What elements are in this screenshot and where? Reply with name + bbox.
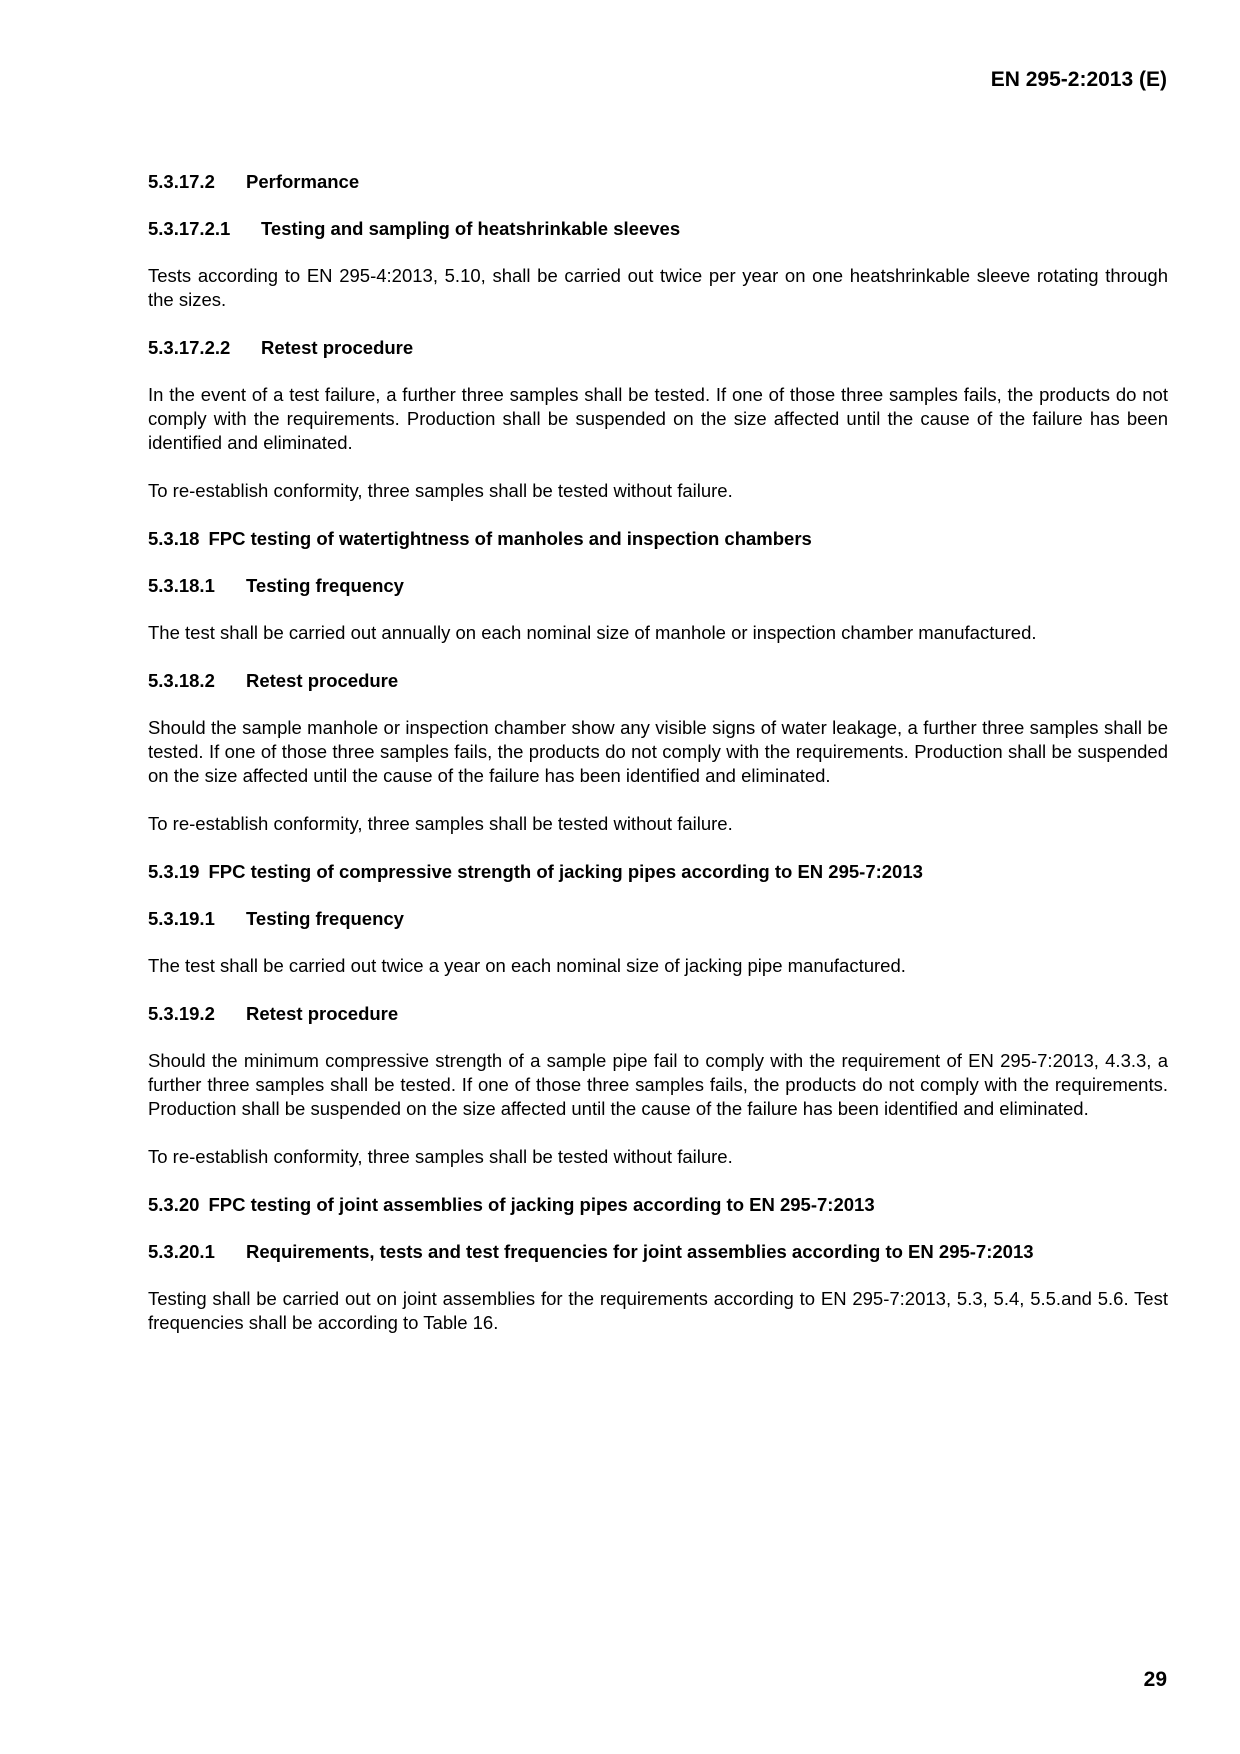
paragraph: To re-establish conformity, three samples shall be tested without failure.: [148, 480, 733, 501]
section-title: Testing frequency: [246, 908, 404, 929]
section-title: Performance: [246, 171, 360, 192]
section-title: FPC testing of joint assemblies of jacking pipes according to EN 295-7:2013: [208, 1194, 875, 1215]
section-number: 5.3.17.2.1: [148, 218, 231, 239]
section-heading: [148, 1002, 1168, 1026]
paragraph: Should the sample manhole or inspection chamber show any visible signs of water leakage, a further three samples shall be tested. If one of those three samples fails, the products do not comply with the requirements. Production shall be suspended on the size affected until the cause of the failure has been identified and eliminated.: [148, 717, 1168, 786]
section-number: 5.3.17.2: [148, 171, 215, 192]
section-heading: [148, 1240, 1168, 1264]
section-title: Testing and sampling of heatshrinkable sleeves: [261, 218, 681, 239]
section-number: 5.3.20.1: [148, 1241, 215, 1262]
section-number: 5.3.20: [148, 1194, 200, 1215]
section-heading: [148, 1193, 1168, 1217]
section-number: 5.3.18: [148, 528, 200, 549]
paragraph: In the event of a test failure, a further three samples shall be tested. If one of those three samples fails, the products do not comply with the requirements. Production shall be suspended on the size affected until the cause of the failure has been identified and eliminated.: [148, 384, 1168, 453]
section-heading: [148, 336, 1168, 360]
section-number: 5.3.18.2: [148, 670, 215, 691]
section-heading: [148, 217, 1168, 241]
section-heading: [148, 527, 1168, 551]
section-title: FPC testing of compressive strength of jacking pipes according to EN 295-7:2013: [208, 861, 923, 882]
section-title: Requirements, tests and test frequencies for joint assemblies according to EN 295-7:2013: [246, 1241, 1034, 1262]
section-number: 5.3.19.1: [148, 908, 215, 929]
section-title: Retest procedure: [261, 337, 414, 358]
section-heading: [148, 907, 1168, 931]
section-title: Testing frequency: [246, 575, 404, 596]
paragraph: To re-establish conformity, three samples shall be tested without failure.: [148, 813, 733, 834]
paragraph: The test shall be carried out twice a year on each nominal size of jacking pipe manufactured.: [148, 955, 906, 976]
section-number: 5.3.19: [148, 861, 200, 882]
section-heading: [148, 669, 1168, 693]
section-heading: [148, 574, 1168, 598]
section-title: Retest procedure: [246, 670, 399, 691]
section-title: FPC testing of watertightness of manholes and inspection chambers: [208, 528, 812, 549]
section-heading: [148, 170, 1168, 194]
paragraph: Testing shall be carried out on joint assemblies for the requirements according to EN 295-7:2013, 5.3, 5.4, 5.5.and 5.6. Test frequencies shall be according to Table 16.: [148, 1288, 1168, 1333]
page-number: 29: [1143, 1668, 1167, 1691]
paragraph: The test shall be carried out annually on each nominal size of manhole or inspection chamber manufactured.: [148, 622, 1037, 643]
paragraph: To re-establish conformity, three samples shall be tested without failure.: [148, 1146, 733, 1167]
document-identifier: EN 295-2:2013 (E): [990, 68, 1167, 91]
page-content: [148, 170, 1168, 1359]
section-title: Retest procedure: [246, 1003, 399, 1024]
paragraph: Tests according to EN 295-4:2013, 5.10, shall be carried out twice per year on one heatshrinkable sleeve rotating through the sizes.: [148, 265, 1168, 310]
section-number: 5.3.19.2: [148, 1003, 215, 1024]
paragraph: Should the minimum compressive strength of a sample pipe fail to comply with the requirement of EN 295-7:2013, 4.3.3, a further three samples shall be tested. If one of those three samples fails, the products do not comply with the requirements. Production shall be suspended on the size affected until the cause of the failure has been identified and eliminated.: [148, 1050, 1168, 1119]
section-number: 5.3.18.1: [148, 575, 215, 596]
section-number: 5.3.17.2.2: [148, 337, 231, 358]
section-heading: [148, 860, 1168, 884]
